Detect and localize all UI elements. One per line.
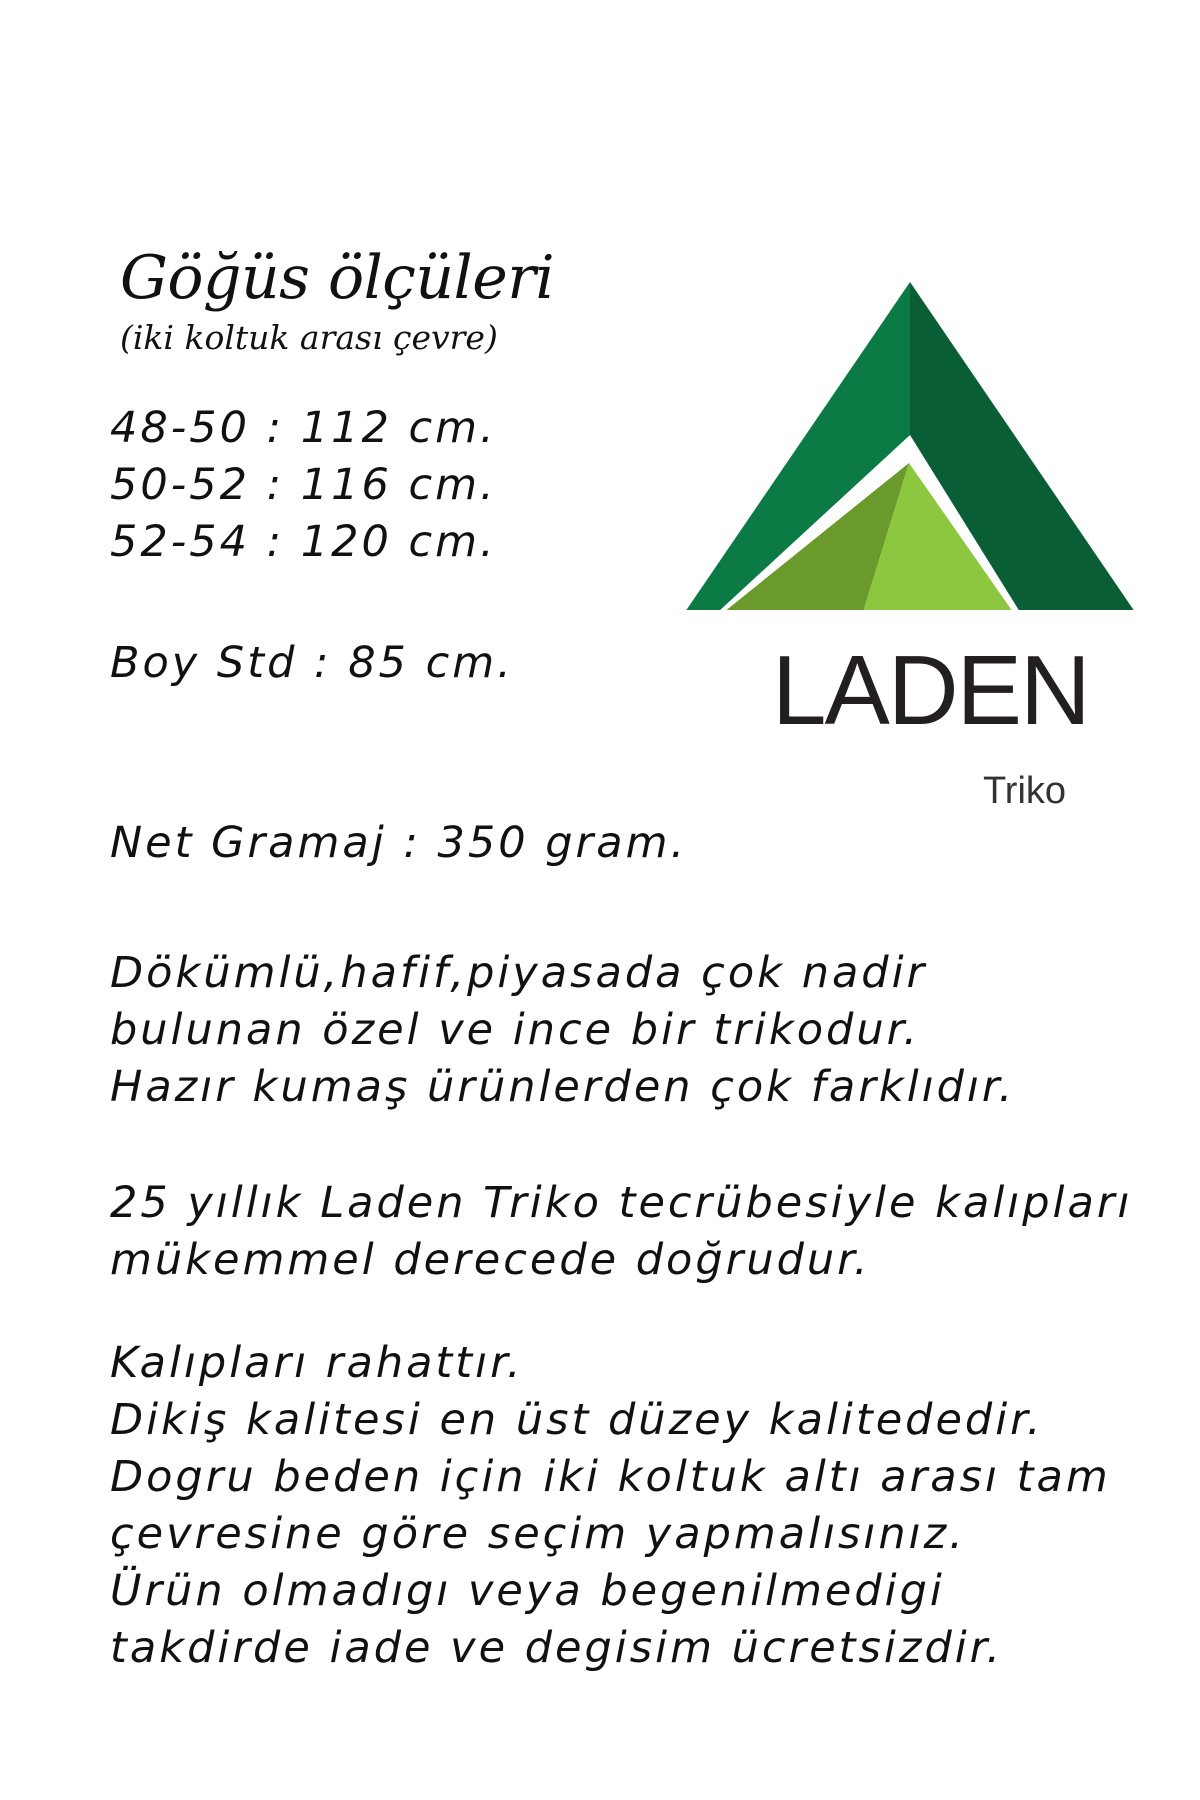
size-row: 50-52 : 116 cm. [110,460,497,510]
details-line: Dikiş kalitesi en üst düzey kalitededir. [110,1395,1044,1445]
description-paragraph [110,945,1015,1116]
weight-info: Net Gramaj : 350 gram. [110,818,688,868]
size-row: 52-54 : 120 cm. [110,517,497,567]
experience-line: mükemmel derecede doğrudur. [110,1235,871,1285]
brand-subtitle: Triko [983,770,1067,812]
page-subtitle: (iki koltuk arası çevre) [120,318,498,357]
size-row: 48-50 : 112 cm. [110,403,497,453]
laden-logo [680,270,1140,830]
experience-line: 25 yıllık Laden Triko tecrübesiyle kalıpları [110,1178,1133,1228]
description-line: bulunan özel ve ince bir trikodur. [110,1005,920,1055]
laden-triangle-icon [680,270,1140,610]
details-line: çevresine göre seçim yapmalısınız. [110,1509,966,1559]
details-line: takdirde iade ve degisim ücretsizdir. [110,1623,1004,1673]
details-line: Kalıpları rahattır. [110,1338,524,1388]
length-info: Boy Std : 85 cm. [110,638,514,688]
experience-paragraph [110,1175,1132,1289]
page-title: Göğüs ölçüleri [120,243,555,313]
details-line: Ürün olmadıgı veya begenilmedigi [110,1566,945,1616]
details-paragraph [110,1335,1111,1677]
size-list [110,400,497,571]
description-line: Hazır kumaş ürünlerden çok farklıdır. [110,1062,1016,1112]
description-line: Dökümlü,hafif,piyasada çok nadir [110,948,928,998]
brand-name: LADEN [772,635,1089,745]
details-line: Dogru beden için iki koltuk altı arası tam [110,1452,1111,1502]
